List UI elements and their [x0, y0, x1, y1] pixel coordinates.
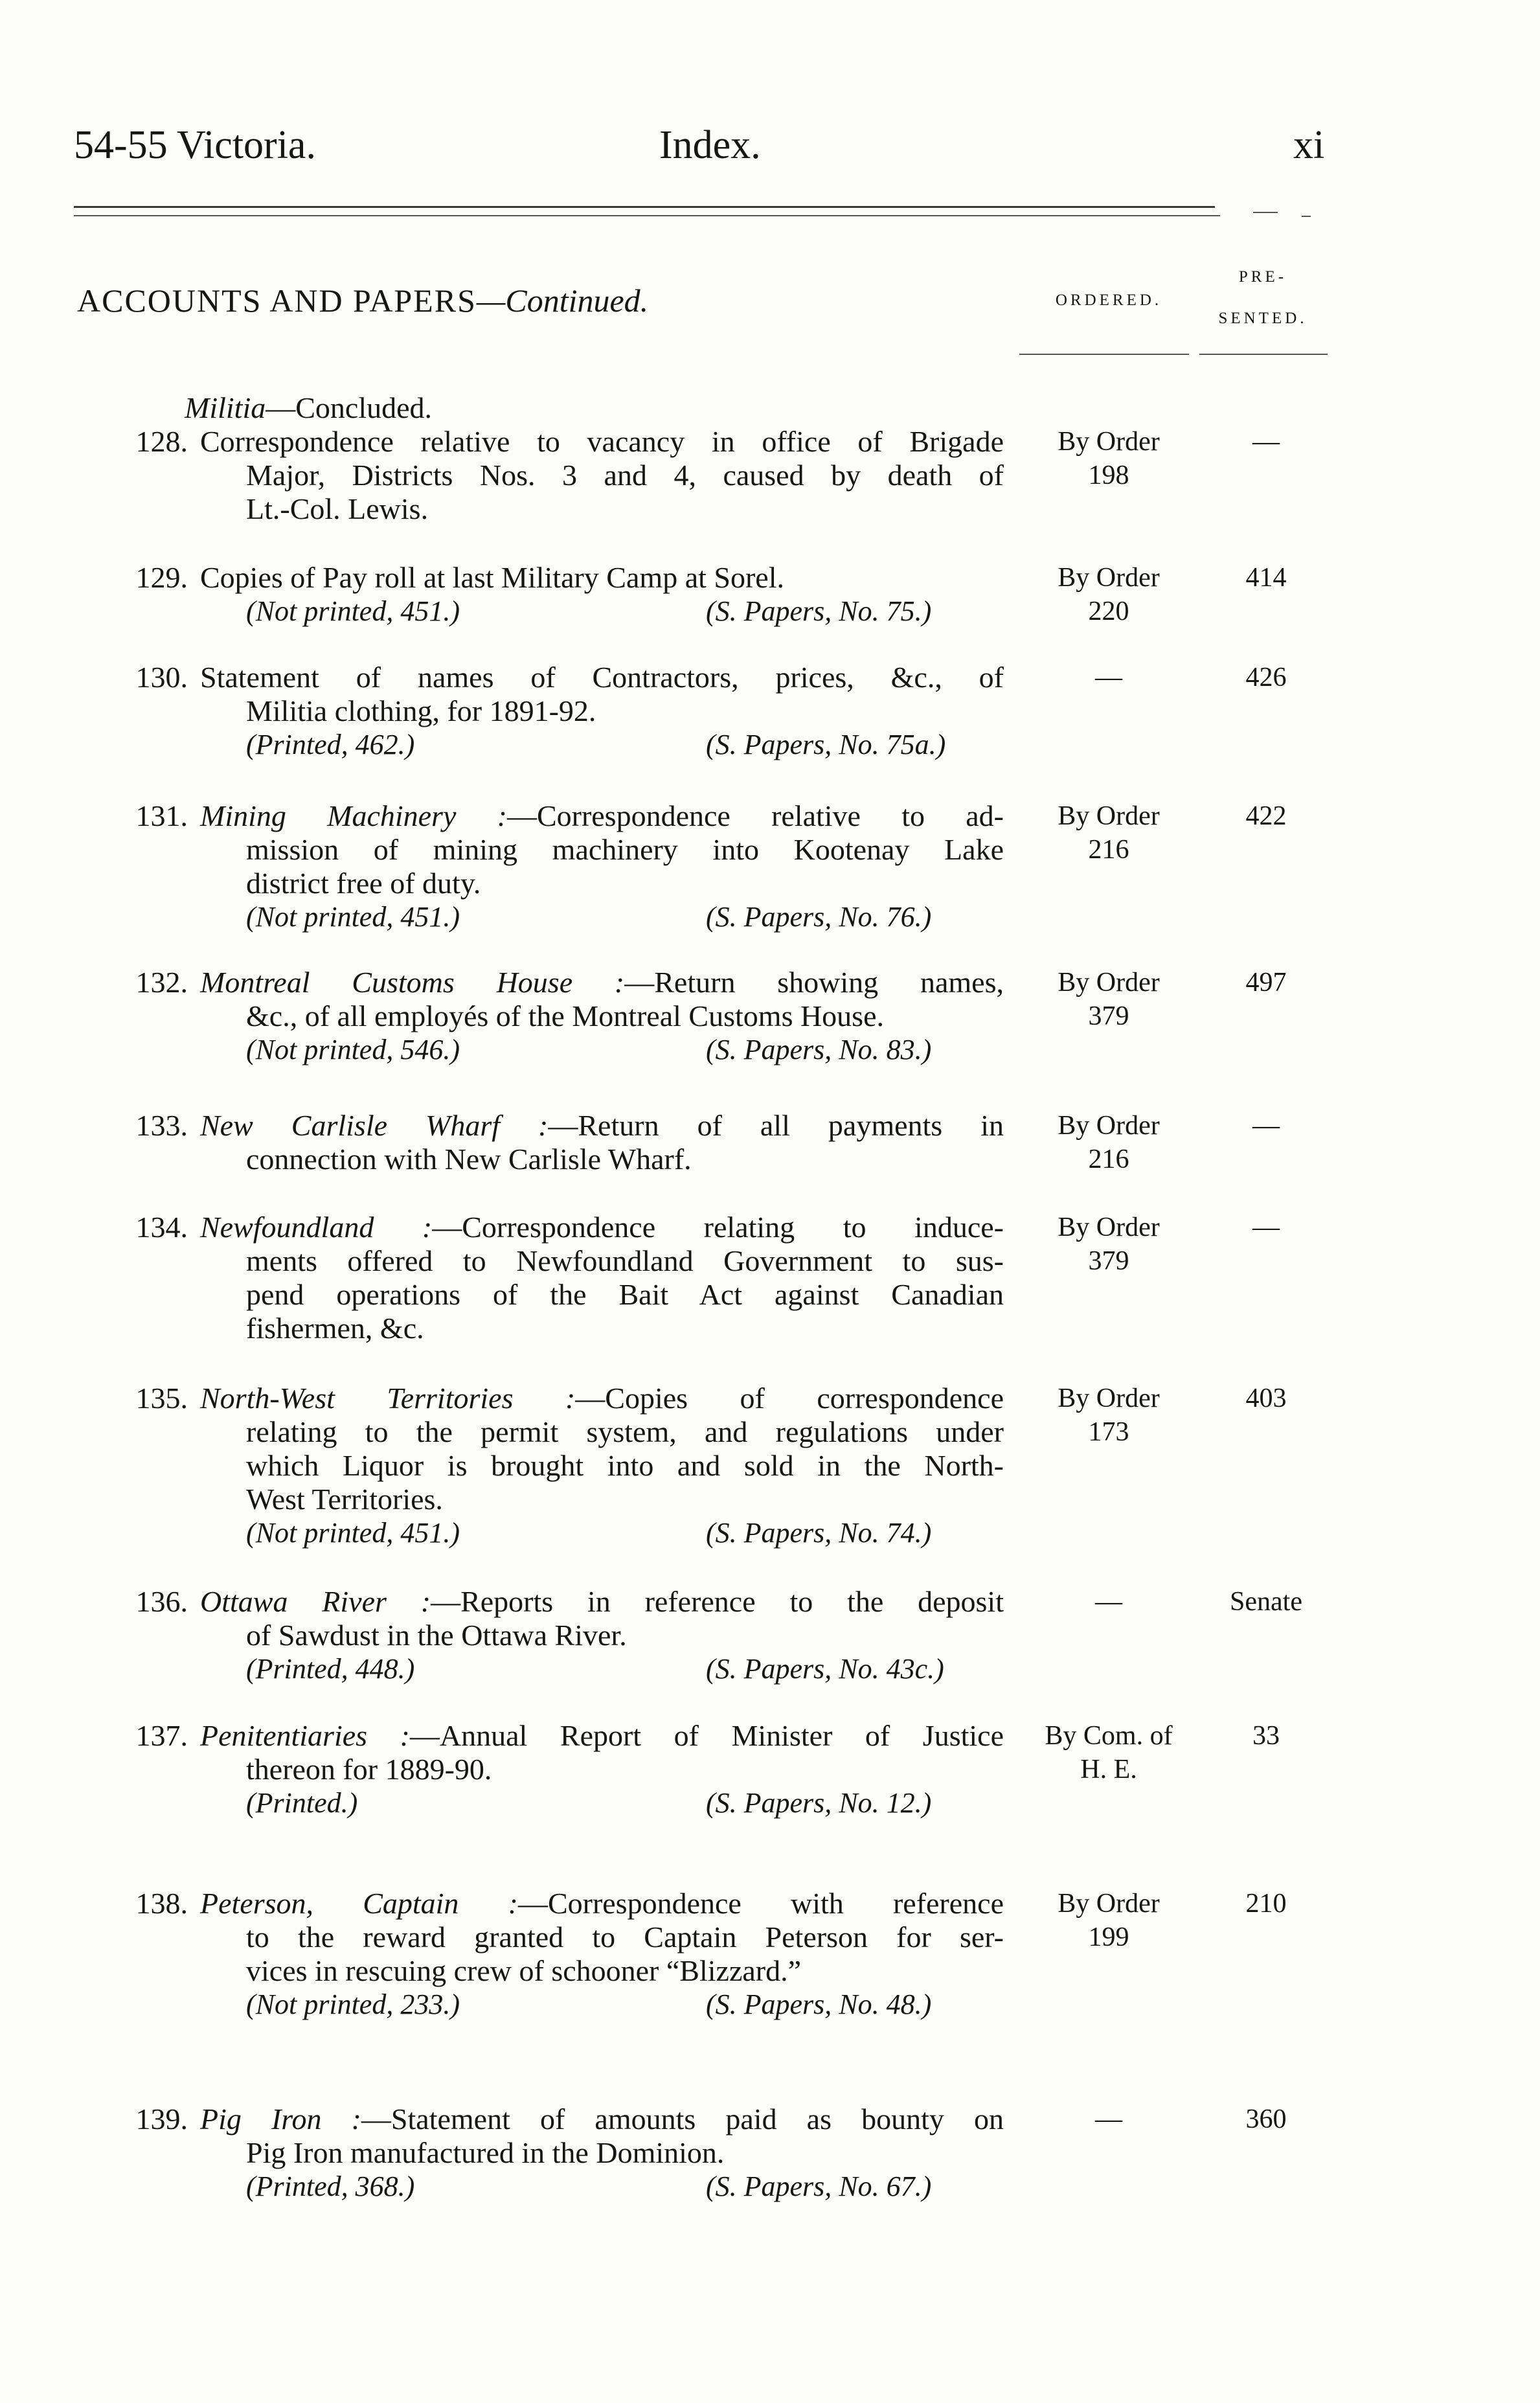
ordered-value: H. E.	[1080, 1755, 1137, 1784]
entry-text-line	[200, 561, 784, 595]
presented-value: 403	[1245, 1384, 1287, 1413]
ordered-value: 173	[1088, 1417, 1129, 1447]
entry-text-line	[246, 1244, 1004, 1278]
entry-subject: Peterson, Captain :	[200, 1887, 518, 1920]
print-status: (Printed.)	[246, 1787, 358, 1819]
print-status: (Not printed, 233.)	[246, 1988, 460, 2020]
entry-text: of Sawdust in the Ottawa River.	[246, 1619, 627, 1652]
entry-text-line	[246, 1449, 1004, 1483]
ordered-value: —	[1095, 663, 1122, 692]
entry-text: —Correspondence relating to induce-	[432, 1211, 1004, 1244]
index-entry	[0, 561, 1540, 627]
sessional-paper-ref: (S. Papers, No. 48.)	[706, 1988, 932, 2020]
entry-text: vices in rescuing crew of schooner “Blizzard.”	[246, 1954, 802, 1987]
page-number: xi	[1293, 123, 1325, 167]
ordered-value: 379	[1088, 1246, 1129, 1276]
presented-value: 33	[1252, 1721, 1280, 1751]
ordered-value: By Order	[1058, 563, 1160, 593]
presented-value: 210	[1245, 1889, 1287, 1919]
section-heading	[77, 281, 648, 320]
entry-text-line	[200, 425, 1004, 459]
print-status: (Not printed, 546.)	[246, 1034, 460, 1065]
entry-text: &c., of all employés of the Montreal Customs House.	[246, 999, 885, 1032]
presented-value: 414	[1245, 563, 1287, 593]
sessional-paper-ref: (S. Papers, No. 74.)	[706, 1517, 932, 1549]
ordered-value: By Order	[1058, 968, 1160, 997]
index-entry	[0, 425, 1540, 525]
entry-text-line	[200, 1211, 1004, 1244]
ordered-value: By Order	[1058, 427, 1160, 457]
print-status: (Not printed, 451.)	[246, 1517, 460, 1549]
entry-text: ments offered to Newfoundland Government to sus-	[246, 1244, 1004, 1277]
presented-value: Senate	[1230, 1587, 1302, 1617]
ordered-value: By Com. of	[1045, 1721, 1173, 1751]
sessional-paper-ref: (S. Papers, No. 12.)	[706, 1787, 932, 1819]
entry-text: fishermen, &c.	[246, 1312, 424, 1345]
ordered-value: By Order	[1058, 1213, 1160, 1242]
entry-number: 130.	[135, 661, 188, 694]
entry-subject: Ottawa River :	[200, 1585, 431, 1618]
entry-text: pend operations of the Bait Act against Canadian	[246, 1278, 1004, 1311]
presented-value: —	[1252, 1111, 1280, 1141]
entry-text: —Return showing names,	[624, 966, 1004, 999]
entry-text: —Correspondence with reference	[517, 1887, 1004, 1920]
ordered-value: By Order	[1058, 1889, 1160, 1919]
entry-text-line	[200, 1887, 1004, 1920]
presented-value: —	[1252, 427, 1280, 457]
index-entry	[0, 1109, 1540, 1176]
entry-text-line	[246, 1753, 492, 1786]
section-title: ACCOUNTS AND PAPERS	[77, 282, 477, 319]
header-rule-dash	[1253, 212, 1278, 213]
presented-value: 360	[1245, 2104, 1287, 2134]
entry-subject: New Carlisle Wharf :	[200, 1109, 549, 1142]
entry-text-line	[246, 867, 481, 900]
entry-text: Pig Iron manufactured in the Dominion.	[246, 2136, 725, 2169]
entry-text-line	[200, 1585, 1004, 1619]
header-rule-bottom	[74, 215, 1220, 216]
entry-subject: Montreal Customs House :	[200, 966, 625, 999]
entry-text: —Copies of correspondence	[575, 1382, 1004, 1415]
presented-value: 497	[1245, 968, 1287, 997]
entry-text: mission of mining machinery into Kootenay Lake	[246, 833, 1004, 866]
entry-text: West Territories.	[246, 1483, 443, 1516]
entry-text-line	[246, 1619, 627, 1652]
ordered-value: —	[1095, 1587, 1122, 1617]
entry-text: thereon for 1889-90.	[246, 1753, 492, 1786]
entry-text-line	[200, 661, 1004, 694]
sessional-paper-ref: (S. Papers, No. 75a.)	[706, 729, 946, 760]
sessional-paper-ref: (S. Papers, No. 67.)	[706, 2170, 932, 2202]
ordered-value: 379	[1088, 1001, 1129, 1031]
ordered-value: 199	[1088, 1922, 1129, 1952]
subsection-title: Militia	[185, 391, 266, 424]
print-status: (Printed, 462.)	[246, 729, 415, 760]
presented-value: 426	[1245, 663, 1287, 692]
entry-subject: North-West Territories :	[200, 1382, 576, 1415]
ordered-value: 216	[1088, 835, 1129, 865]
ordered-value: By Order	[1058, 1384, 1160, 1413]
entry-text: —Reports in reference to the deposit	[431, 1585, 1004, 1618]
entry-text-line	[200, 1109, 1004, 1143]
entry-text: Major, Districts Nos. 3 and 4, caused by death of	[246, 459, 1004, 492]
column-rule-presented	[1199, 354, 1328, 355]
ordered-value: By Order	[1058, 801, 1160, 831]
entry-text-line	[200, 966, 1004, 999]
column-header-presented-1: PRE-	[1238, 268, 1287, 286]
print-status: (Not printed, 451.)	[246, 901, 460, 933]
sessional-paper-ref: (S. Papers, No. 75.)	[706, 595, 932, 627]
entry-number: 133.	[135, 1109, 188, 1142]
entry-text-line	[200, 799, 1004, 833]
entry-text: Militia clothing, for 1891-92.	[246, 694, 596, 727]
entry-text-line	[246, 2136, 724, 2170]
index-entry	[0, 1719, 1540, 1819]
entry-text-line	[246, 459, 1004, 492]
entry-number: 136.	[135, 1585, 188, 1618]
entry-text-line	[200, 1719, 1004, 1753]
entry-text: —Statement of amounts paid as bounty on	[361, 2102, 1004, 2135]
entry-number: 129.	[135, 561, 188, 594]
entry-number: 128.	[135, 425, 188, 458]
index-entry	[0, 1585, 1540, 1685]
column-header-presented-2: SENTED.	[1218, 310, 1308, 327]
entry-text-line	[246, 1278, 1004, 1312]
entry-text-line	[200, 1382, 1004, 1415]
print-status: (Not printed, 451.)	[246, 595, 460, 627]
index-entry	[0, 2102, 1540, 2202]
entry-subject: Pig Iron :	[200, 2102, 361, 2135]
entry-text-line	[246, 1954, 801, 1988]
entry-text: Copies of Pay roll at last Military Camp at Sorel.	[200, 561, 784, 594]
sessional-paper-ref: (S. Papers, No. 76.)	[706, 901, 932, 933]
entry-text-line	[246, 833, 1004, 867]
entry-text: —Return of all payments in	[548, 1109, 1004, 1142]
column-header-ordered: ORDERED.	[1055, 291, 1162, 309]
section-continued: —Continued.	[476, 282, 649, 319]
header-rule-dash	[1302, 216, 1311, 217]
entry-text: —Correspondence relative to ad-	[506, 799, 1004, 832]
entry-text-line	[246, 694, 596, 728]
entry-text: which Liquor is brought into and sold in the North-	[246, 1449, 1004, 1482]
entry-number: 132.	[135, 966, 188, 999]
entry-text: Statement of names of Contractors, prices, &c., of	[200, 661, 1004, 694]
entry-text-line	[246, 1143, 692, 1176]
entry-number: 139.	[135, 2102, 188, 2135]
entry-text-line	[246, 1920, 1004, 1954]
running-head-left: 54-55 Victoria.	[74, 123, 316, 167]
sessional-paper-ref: (S. Papers, No. 83.)	[706, 1034, 932, 1065]
print-status: (Printed, 448.)	[246, 1653, 415, 1685]
index-entry	[0, 799, 1540, 933]
ordered-value: —	[1095, 2104, 1122, 2134]
entry-text-line	[246, 999, 884, 1033]
entry-subject: Penitentiaries :	[200, 1719, 410, 1752]
entry-text: Lt.-Col. Lewis.	[246, 492, 429, 525]
ordered-value: 216	[1088, 1145, 1129, 1174]
running-head-title: Index.	[659, 123, 761, 167]
entry-number: 131.	[135, 799, 188, 832]
entry-text: to the reward granted to Captain Peterson for ser-	[246, 1920, 1004, 1953]
entry-number: 135.	[135, 1382, 188, 1415]
subsection-suffix: —Concluded.	[266, 391, 433, 424]
entry-text-line	[200, 2102, 1004, 2136]
column-rule-ordered	[1019, 354, 1189, 355]
entry-subject: Newfoundland :	[200, 1211, 433, 1244]
presented-value: 422	[1245, 801, 1287, 831]
entry-text: relating to the permit system, and regulations under	[246, 1415, 1004, 1448]
entry-text-line	[246, 492, 428, 526]
entry-text: connection with New Carlisle Wharf.	[246, 1143, 692, 1176]
entry-text: district free of duty.	[246, 867, 481, 900]
entry-text: Correspondence relative to vacancy in office of Brigade	[200, 425, 1004, 458]
entry-text-line	[246, 1415, 1004, 1449]
presented-value: —	[1252, 1213, 1280, 1242]
entry-number: 138.	[135, 1887, 188, 1920]
entry-text: —Annual Report of Minister of Justice	[409, 1719, 1004, 1752]
entry-text-line	[246, 1483, 443, 1516]
sessional-paper-ref: (S. Papers, No. 43c.)	[706, 1653, 944, 1685]
ordered-value: 220	[1088, 597, 1129, 626]
header-rule-top	[74, 206, 1215, 208]
ordered-value: By Order	[1058, 1111, 1160, 1141]
entry-subject: Mining Machinery :	[200, 799, 507, 832]
ordered-value: 198	[1088, 461, 1129, 490]
print-status: (Printed, 368.)	[246, 2170, 415, 2202]
entry-text-line	[246, 1312, 424, 1345]
entry-number: 137.	[135, 1719, 188, 1752]
subsection-heading	[185, 391, 432, 425]
entry-number: 134.	[135, 1211, 188, 1244]
